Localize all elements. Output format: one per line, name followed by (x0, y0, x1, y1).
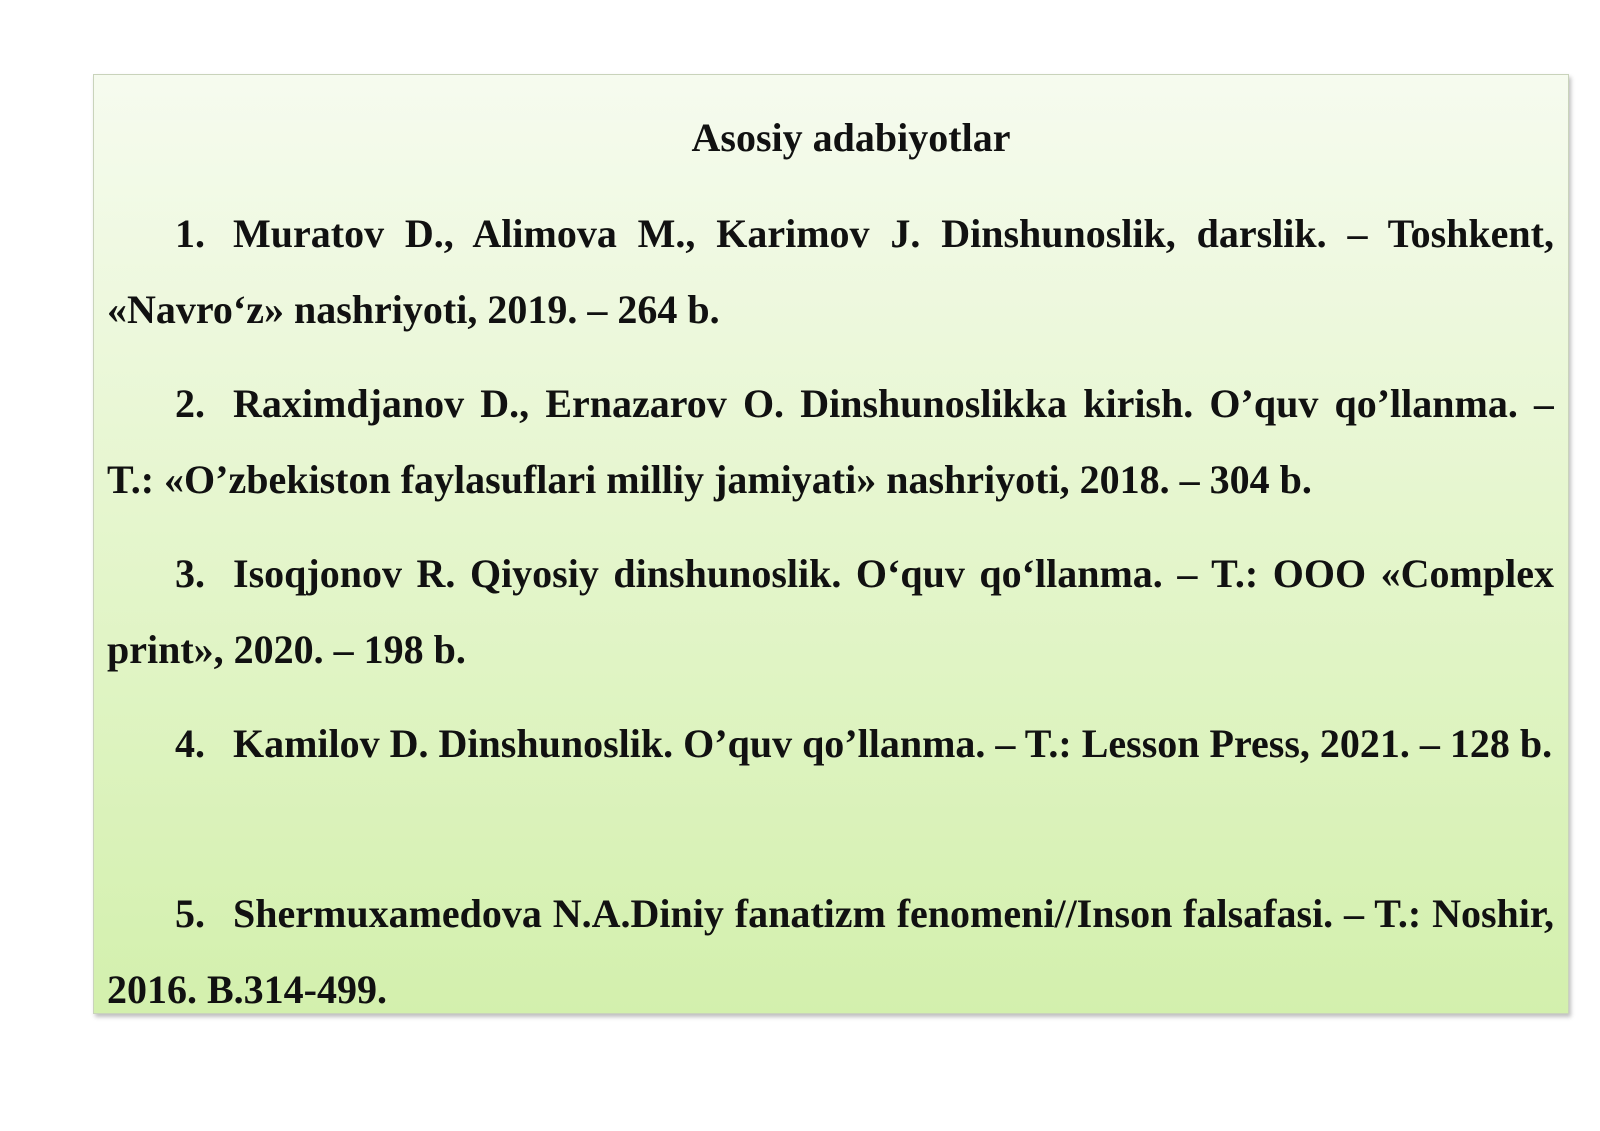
reference-number: 2. (175, 381, 205, 426)
reference-item-1 (107, 196, 1554, 348)
reference-text: Kamilov D. Dinshunoslik. O’quv qo’llanma. – T.: Lesson Press, 2021. – 128 b. (233, 721, 1553, 766)
reference-number: 3. (175, 551, 205, 596)
reference-text: Isoqjonov R. Qiyosiy dinshunoslik. O‘quv qo‘llanma. – T.: OOO «Complex print», 2020. – 198 b. (107, 551, 1554, 672)
reference-text: Raximdjanov D., Ernazarov O. Dinshunoslikka kirish. O’quv qo’llanma. – T.: «O’zbekiston faylasuflari milliy jamiyati» nashriyoti, 2018. – 304 b. (107, 381, 1554, 502)
reference-item-4 (107, 706, 1554, 858)
reference-text: Shermuxamedova N.A.Diniy fanatizm fenomeni//Inson falsafasi. – T.: Noshir, 2016. B.314-499. (107, 891, 1554, 1012)
reference-list (107, 196, 1554, 1046)
reference-text: Muratov D., Alimova M., Karimov J. Dinshunoslik, darslik. – Toshkent, «Navro‘z» nashriyoti, 2019. – 264 b. (107, 211, 1554, 332)
page-title: Asosiy adabiyotlar (691, 115, 1011, 160)
reference-item-5 (107, 876, 1554, 1028)
reference-item-3 (107, 536, 1554, 688)
references-panel (93, 74, 1569, 1014)
reference-item-2 (107, 366, 1554, 518)
reference-number: 5. (175, 891, 205, 936)
reference-number: 4. (175, 721, 205, 766)
reference-number: 1. (175, 211, 205, 256)
